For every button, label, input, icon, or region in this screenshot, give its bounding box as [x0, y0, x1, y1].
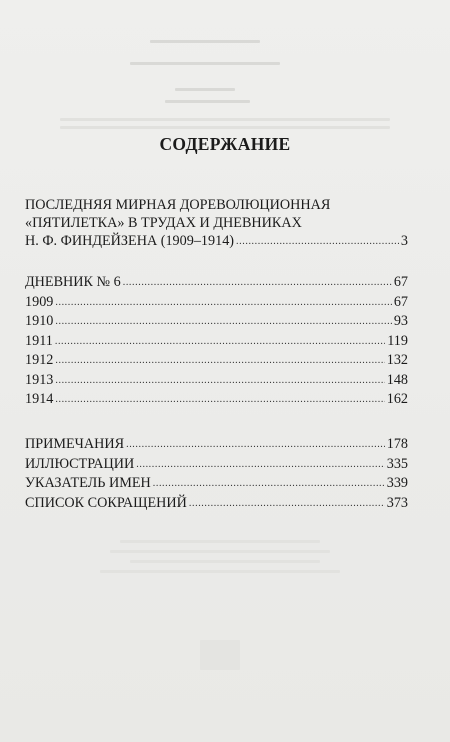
toc-entry[interactable]	[25, 435, 408, 455]
toc-entry-label: СПИСОК СОКРАЩЕНИЙ	[25, 494, 187, 511]
toc-entry-label: ДНЕВНИК № 6	[25, 274, 121, 290]
leader-dots	[55, 370, 384, 390]
toc-diary-section	[25, 273, 408, 410]
toc-entry-page: 132	[386, 352, 408, 368]
toc-entry[interactable]	[25, 351, 408, 371]
toc-back-matter-section	[25, 435, 408, 513]
toc-entry-page: 67	[393, 293, 408, 310]
bleed-through-mark	[200, 640, 240, 670]
page-title: СОДЕРЖАНИЕ	[159, 134, 291, 154]
toc-entry-label: ПРИМЕЧАНИЯ	[25, 436, 125, 452]
toc-entry[interactable]	[25, 474, 408, 494]
toc-entry-label: 1910	[25, 313, 54, 329]
bleed-through-mark	[100, 570, 340, 573]
toc-entry-label: 1911	[25, 332, 53, 349]
leader-dots	[126, 434, 385, 454]
toc-entry-page: 148	[386, 371, 408, 388]
toc-entry-page: 162	[386, 391, 408, 407]
toc-entry[interactable]	[25, 390, 408, 410]
toc-entry[interactable]	[25, 455, 408, 475]
leader-dots	[236, 231, 399, 251]
toc-entry-line: ПОСЛЕДНЯЯ МИРНАЯ ДОРЕВОЛЮЦИОННАЯ	[25, 197, 331, 213]
toc-entry-line: «ПЯТИЛЕТКА» В ТРУДАХ И ДНЕВНИКАХ	[25, 215, 302, 231]
bleed-through-mark	[130, 560, 320, 563]
bleed-through-mark	[120, 540, 320, 543]
toc-entry-label: ИЛЛЮСТРАЦИИ	[25, 455, 135, 472]
toc-entry-label: 1913	[25, 371, 54, 388]
toc-entry-page: 119	[387, 332, 408, 349]
toc-entry-last-line	[25, 232, 408, 250]
toc-entry-page: 93	[393, 313, 408, 329]
leader-dots	[123, 272, 392, 292]
toc-entry[interactable]	[25, 371, 408, 391]
toc-entry[interactable]	[25, 312, 408, 332]
bleed-through-mark	[60, 118, 390, 121]
toc-entry-label: 1914	[25, 391, 54, 407]
bleed-through-mark	[110, 550, 330, 553]
leader-dots	[55, 350, 384, 370]
bleed-through-mark	[150, 40, 260, 43]
toc-entry-page: 373	[386, 494, 408, 511]
toc-entry-label: 1909	[25, 293, 54, 310]
toc-entry-page: 178	[386, 436, 408, 452]
toc-entry[interactable]	[25, 494, 408, 514]
bleed-through-mark	[165, 100, 250, 103]
toc-entry-page: 335	[386, 455, 408, 472]
toc-entry-label: 1912	[25, 352, 54, 368]
toc-entry[interactable]	[25, 332, 408, 352]
leader-dots	[136, 454, 384, 474]
toc-entry-label: УКАЗАТЕЛЬ ИМЕН	[25, 475, 151, 491]
leader-dots	[55, 331, 385, 351]
bleed-through-mark	[60, 126, 390, 129]
toc-entry-page: 3	[400, 233, 408, 249]
leader-dots	[55, 389, 384, 409]
leader-dots	[189, 493, 385, 513]
toc-entry[interactable]	[25, 273, 408, 293]
bleed-through-mark	[175, 88, 235, 91]
toc-entry[interactable]	[25, 293, 408, 313]
toc-intro-entry[interactable]	[25, 196, 408, 250]
toc-entry-label: Н. Ф. ФИНДЕЙЗЕНА (1909–1914)	[25, 233, 235, 249]
toc-entry-page: 67	[393, 274, 408, 290]
leader-dots	[153, 473, 385, 493]
leader-dots	[55, 292, 391, 312]
bleed-through-mark	[130, 62, 280, 65]
leader-dots	[55, 311, 391, 331]
toc-entry-page: 339	[386, 475, 408, 491]
